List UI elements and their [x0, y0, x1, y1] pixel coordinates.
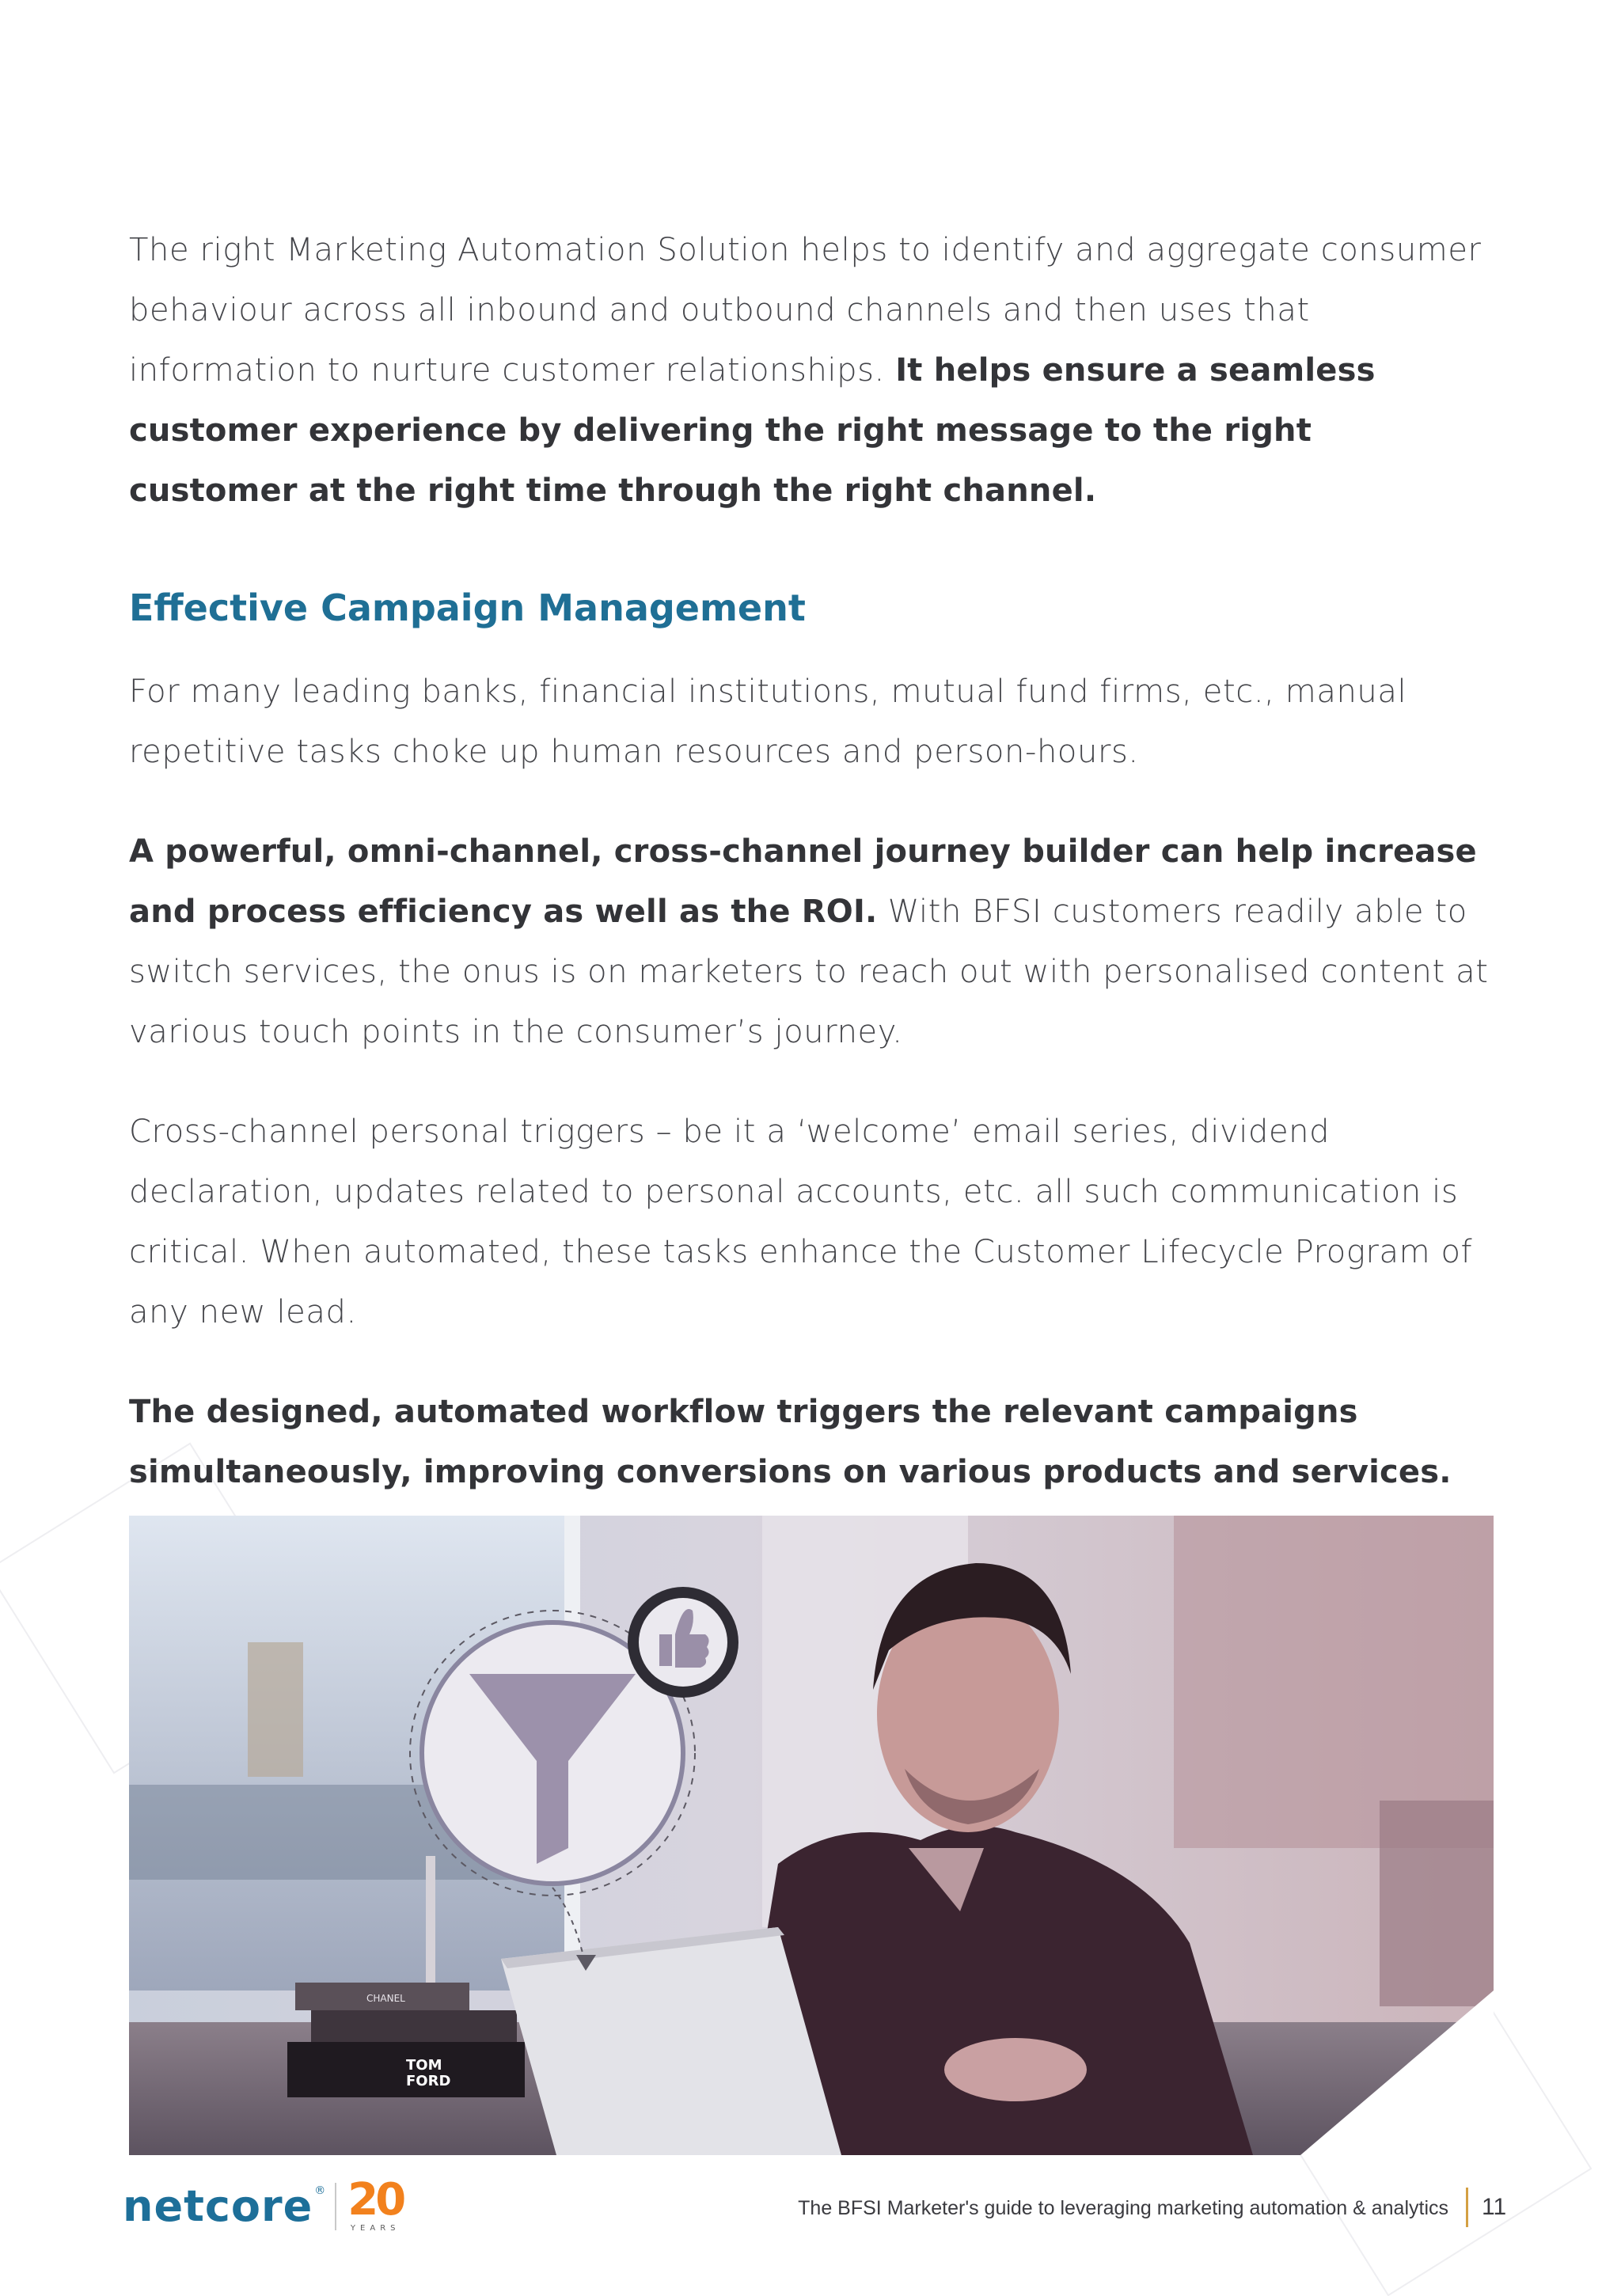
logo-badge-number: 20	[347, 2174, 404, 2226]
paragraph-journey-builder	[129, 822, 1490, 1062]
book-brand-2: FORD	[406, 2073, 451, 2089]
logo-wordmark: netcore	[123, 2181, 313, 2231]
window-bird-house	[248, 1642, 303, 1777]
footer-document-title: The BFSI Marketer's guide to leveraging marketing automation & analytics	[798, 2197, 1448, 2219]
kitchen-counter	[1380, 1801, 1494, 2006]
hero-photo	[129, 1516, 1494, 2155]
page-content	[129, 220, 1490, 1542]
paragraph-journey-builder-text: With BFSI customers readily able to switch services, the onus is on marketers to reach out with personalised content at various touch points in the consumer’s journey.	[129, 894, 1489, 1050]
book-middle	[311, 2010, 517, 2042]
man-hand	[944, 2038, 1087, 2101]
figurine	[426, 1856, 435, 1983]
footer-divider	[1466, 2188, 1468, 2227]
logo-badge-years: YEARS	[350, 2224, 401, 2233]
paragraph-workflow-bold: The designed, automated workflow triggers the relevant campaigns simultaneously, improving conversions on various products and services.	[129, 1394, 1452, 1490]
logo-registered-mark: ®	[314, 2184, 326, 2197]
paragraph-manual-tasks: For many leading banks, financial institutions, mutual fund firms, etc., manual repetitive tasks choke up human resources and person-hours.	[129, 674, 1407, 770]
section-heading: Effective Campaign Management	[129, 586, 806, 629]
logo-anniversary-badge	[347, 2174, 404, 2233]
book-brand-1: TOM	[406, 2057, 442, 2074]
paragraph-intro-bold: It helps ensure a seamless customer experience by delivering the right message to the right customer at the right time through the right channel.	[129, 352, 1376, 509]
page-number: 11	[1482, 2194, 1507, 2220]
paragraph-triggers: Cross-channel personal triggers – be it a ‘welcome’ email series, dividend declaration, updates related to personal accounts, etc. all such communication is critical. When automated, these tasks enhance the Customer Lifecycle Program of any new lead.	[129, 1114, 1473, 1330]
book-top-label: CHANEL	[366, 1993, 405, 2004]
photo-illustration	[129, 1516, 1494, 2155]
paragraph-intro-text: The right Marketing Automation Solution helps to identify and aggregate consumer behaviour across all inbound and outbound channels and then uses that information to nurture customer relationships.	[129, 232, 1482, 389]
paragraph-intro	[129, 220, 1490, 521]
page-footer	[0, 2176, 1621, 2240]
netcore-logo	[123, 2174, 404, 2233]
paragraph-journey-builder-bold: A powerful, omni-channel, cross-channel journey builder can help increase and process efficiency as well as the ROI.	[129, 833, 1477, 930]
paragraph-workflow	[129, 1382, 1490, 1502]
kitchen-wall	[1174, 1516, 1494, 1848]
logo-divider	[335, 2183, 336, 2230]
